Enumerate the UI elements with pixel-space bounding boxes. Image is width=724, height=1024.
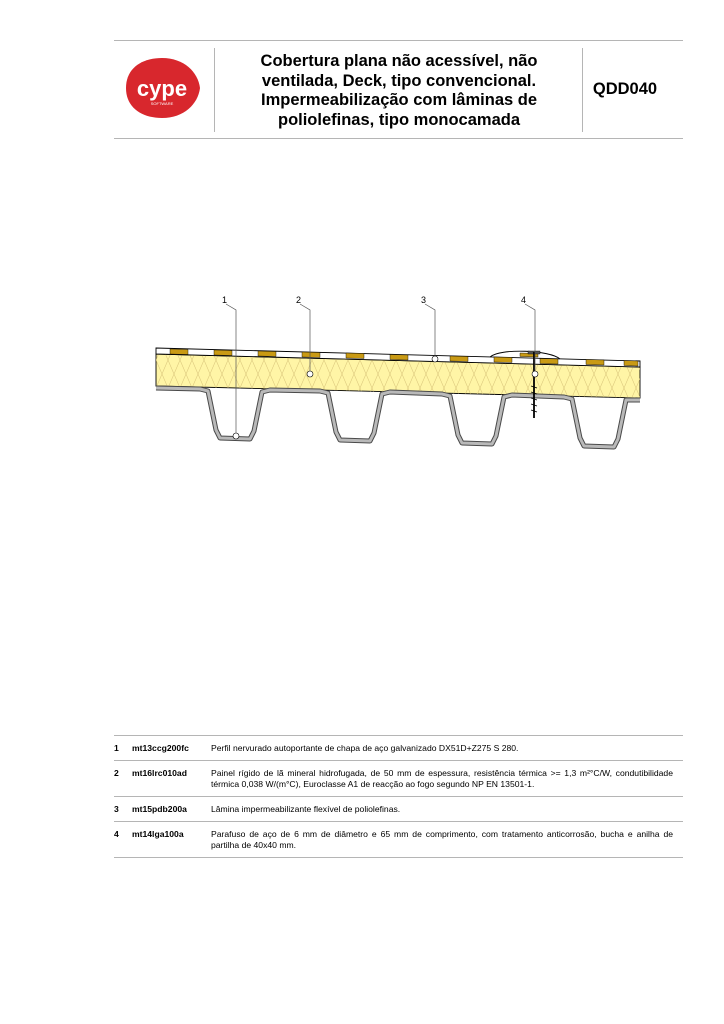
legend-row <box>114 736 683 761</box>
header-divider-right <box>582 48 583 132</box>
legend-row <box>114 822 683 858</box>
header-top-rule <box>114 40 683 41</box>
legend-row <box>114 761 683 797</box>
legend-ref: mt14lga100a <box>132 829 184 839</box>
legend-top-rule <box>114 735 683 736</box>
page-title <box>218 52 580 130</box>
legend-desc: Parafuso de aço de 6 mm de diâmetro e 65 mm de comprimento, com tratamento anticorrosão, bucha e anilha de partilha de 40x40 mm. <box>211 829 673 850</box>
callout-1: 1 <box>222 295 228 305</box>
title-line-3: Impermeabilização com lâminas de <box>260 91 538 109</box>
title-line-4: poliolefinas, tipo monocamada <box>277 110 521 129</box>
legend-ref: mt16lrc010ad <box>132 768 187 778</box>
legend-num: 1 <box>114 743 119 753</box>
svg-text:cype: cype <box>136 76 188 101</box>
steel-deck-profile <box>156 388 640 447</box>
legend-table <box>114 735 683 858</box>
legend-row <box>114 797 683 822</box>
callout-3: 3 <box>421 295 427 305</box>
legend-desc: Painel rígido de lã mineral hidrofugada, de 50 mm de espessura, resistência térmica >= 1,3 m²°C/W, condutibilidade térmica 0,038 W/(m°C), Euroclasse A1 de reacção ao fogo segundo NP EN 13501-1. <box>211 768 673 789</box>
legend-num: 4 <box>114 829 119 839</box>
legend-num: 3 <box>114 804 119 814</box>
legend-num: 2 <box>114 768 119 778</box>
callout-4: 4 <box>521 295 527 305</box>
svg-text:SOFTWARE: SOFTWARE <box>150 101 174 106</box>
cype-logo <box>120 54 204 122</box>
legend-ref: mt15pdb200a <box>132 804 187 814</box>
title-line-2: ventilada, Deck, tipo convencional. <box>261 71 537 90</box>
roof-section-drawing <box>150 290 650 470</box>
legend-ref: mt13ccg200fc <box>132 743 189 753</box>
legend-desc: Perfil nervurado autoportante de chapa de aço galvanizado DX51D+Z275 S 280. <box>211 743 519 753</box>
header-bottom-rule <box>114 138 683 139</box>
legend-desc: Lâmina impermeabilizante flexível de poliolefinas. <box>211 804 401 814</box>
title-line-1: Cobertura plana não acessível, não <box>260 52 538 70</box>
callout-2: 2 <box>296 295 302 305</box>
header-divider-left <box>214 48 215 132</box>
document-code: QDD040 <box>592 80 658 98</box>
